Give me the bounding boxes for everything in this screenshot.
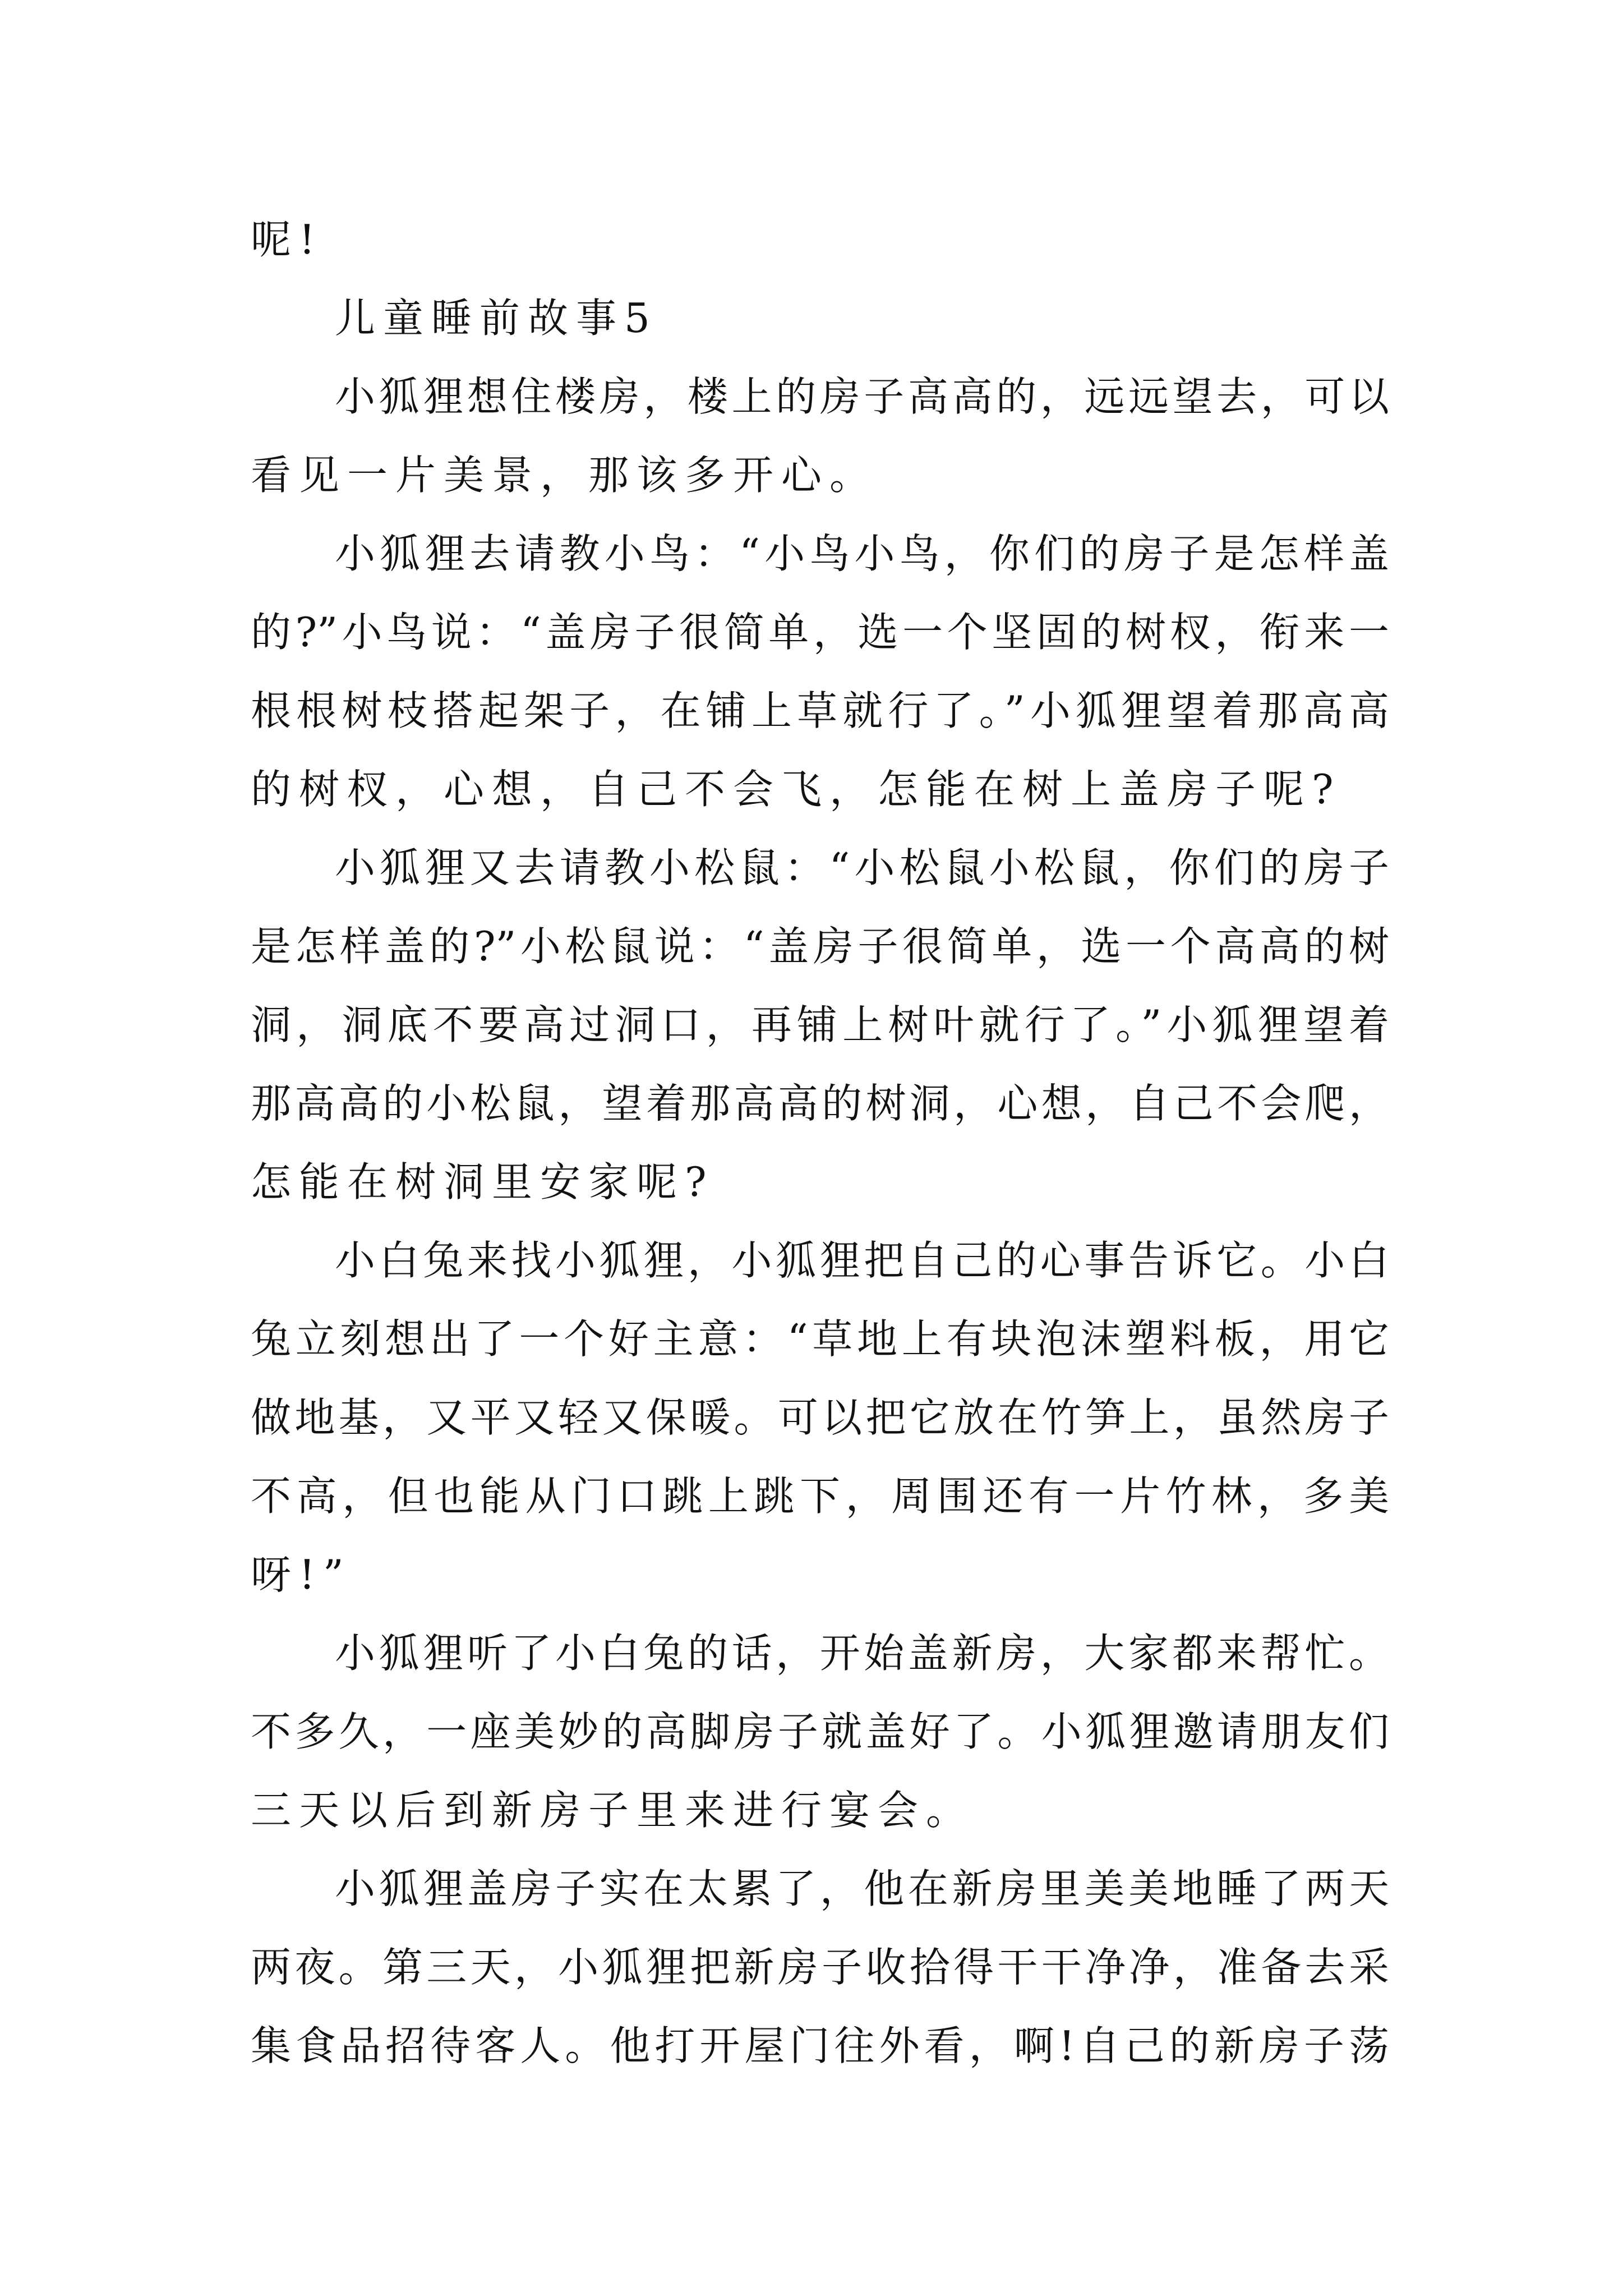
text-line: 兔立刻想出了一个好主意：“草地上有块泡沫塑料板，用它 bbox=[251, 1315, 1389, 1363]
text-line: 做地基，又平又轻又保暖。可以把它放在竹笋上，虽然房子 bbox=[251, 1394, 1389, 1441]
text-line: 不高，但也能从门口跳上跳下，周围还有一片竹林，多美 bbox=[251, 1473, 1389, 1520]
text-line: 小狐狸盖房子实在太累了，他在新房里美美地睡了两天 bbox=[335, 1865, 1389, 1912]
text-line: 小狐狸听了小白兔的话，开始盖新房，大家都来帮忙。 bbox=[335, 1630, 1389, 1677]
text-line: 怎能在树洞里安家呢? bbox=[251, 1158, 714, 1205]
text-line: 的树杈，心想，自己不会飞，怎能在树上盖房子呢? bbox=[251, 766, 1341, 813]
text-line: 两夜。第三天，小狐狸把新房子收拾得干干净净，准备去采 bbox=[251, 1944, 1389, 1991]
text-line: 不多久，一座美妙的高脚房子就盖好了。小狐狸邀请朋友们 bbox=[251, 1708, 1389, 1755]
text-line: 呢! bbox=[251, 216, 323, 263]
text-line: 洞，洞底不要高过洞口，再铺上树叶就行了。”小狐狸望着 bbox=[251, 1001, 1389, 1048]
text-line: 呀!” bbox=[251, 1551, 352, 1598]
text-line: 小狐狸又去请教小松鼠：“小松鼠小松鼠，你们的房子 bbox=[335, 844, 1389, 891]
text-line: 那高高的小松鼠，望着那高高的树洞，心想，自己不会爬， bbox=[251, 1080, 1389, 1127]
text-line: 小狐狸想住楼房，楼上的房子高高的，远远望去，可以 bbox=[335, 373, 1389, 420]
text-line: 小白兔来找小狐狸，小狐狸把自己的心事告诉它。小白 bbox=[335, 1237, 1389, 1284]
text-line: 是怎样盖的?”小松鼠说：“盖房子很简单，选一个高高的树 bbox=[251, 923, 1389, 970]
text-line: 集食品招待客人。他打开屋门往外看，啊!自己的新房子荡 bbox=[251, 2022, 1389, 2069]
text-line: 根根树枝搭起架子，在铺上草就行了。”小狐狸望着那高高 bbox=[251, 687, 1389, 734]
story-title: 儿童睡前故事5 bbox=[335, 295, 658, 342]
text-line: 小狐狸去请教小鸟：“小鸟小鸟，你们的房子是怎样盖 bbox=[335, 530, 1389, 577]
text-line: 看见一片美景，那该多开心。 bbox=[251, 452, 878, 499]
text-line: 三天以后到新房子里来进行宴会。 bbox=[251, 1787, 975, 1834]
story-text bbox=[251, 200, 1389, 2085]
text-line: 的?”小鸟说：“盖房子很简单，选一个坚固的树杈，衔来一 bbox=[251, 609, 1389, 656]
